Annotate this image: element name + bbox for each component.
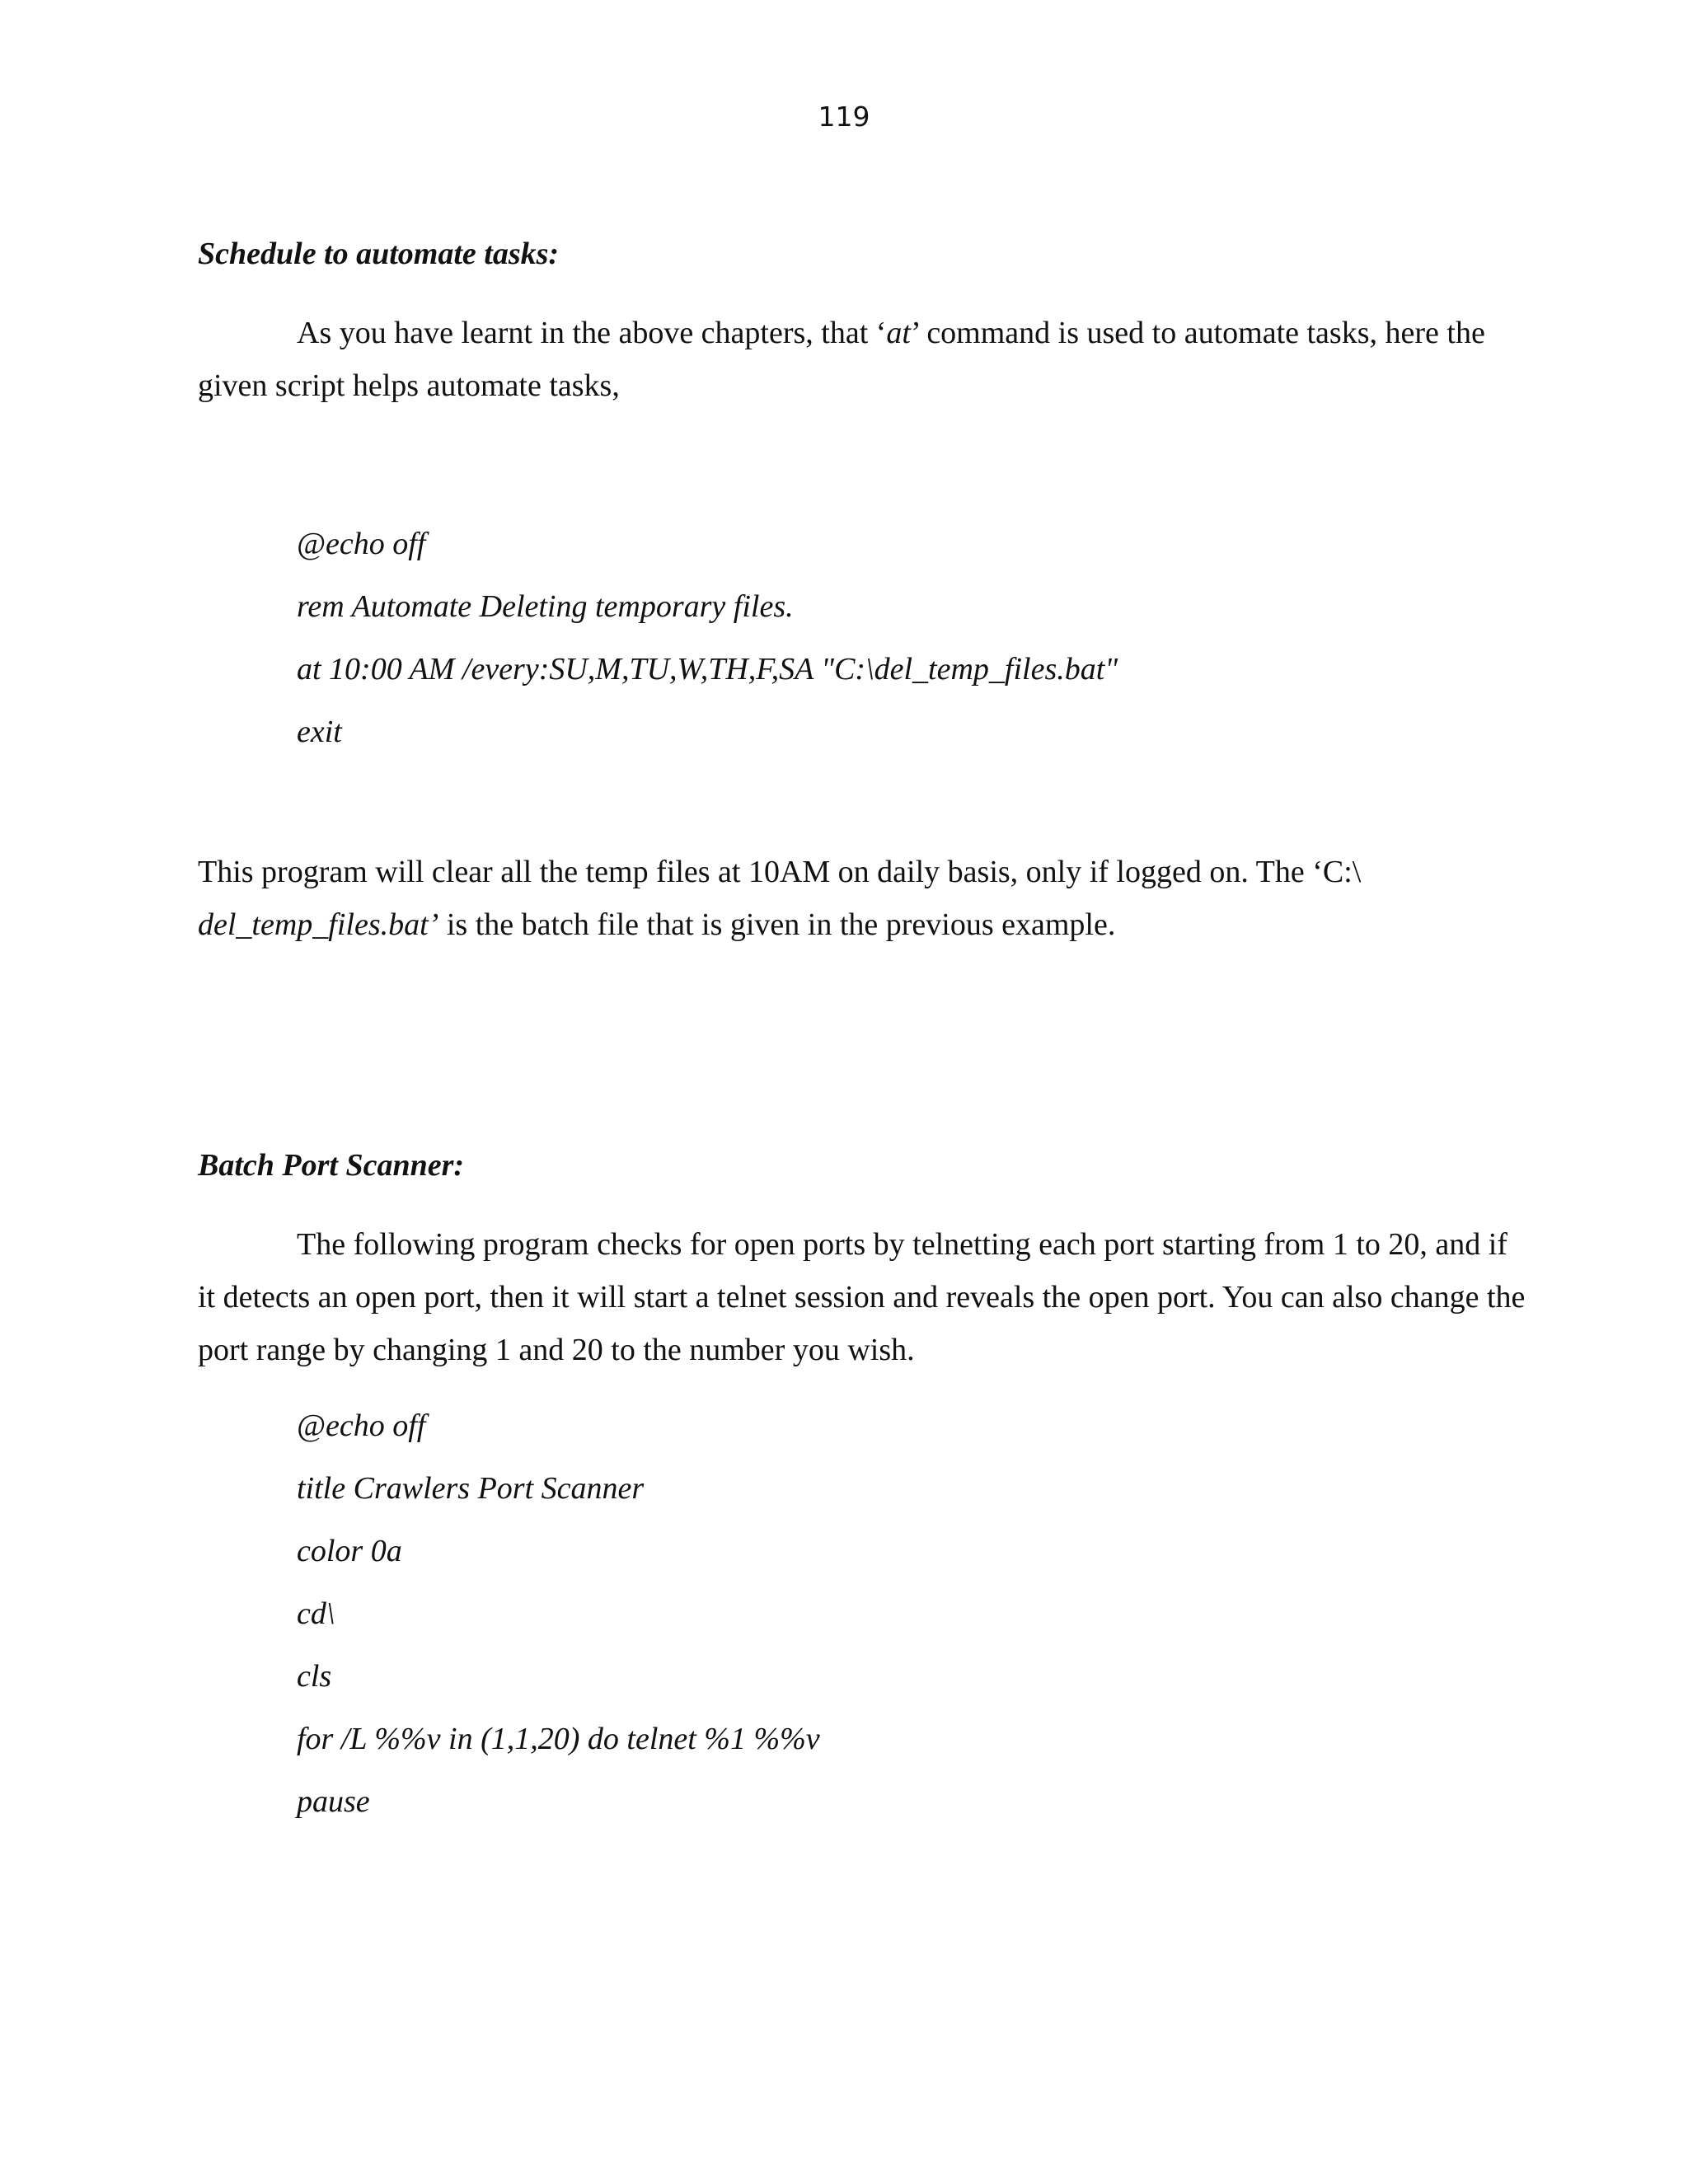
schedule-explanation-paragraph — [198, 846, 1500, 951]
code-line: pause — [297, 1784, 370, 1819]
schedule-intro-line-2: given script helps automate tasks, — [198, 368, 620, 403]
code-line: cls — [297, 1659, 332, 1694]
code-line: @echo off — [297, 1408, 426, 1443]
schedule-explanation-rest: is the batch file that is given in the previous example. — [438, 907, 1116, 942]
port-scanner-code-block — [297, 1406, 820, 1844]
code-line: cd\ — [297, 1596, 335, 1631]
schedule-code-block — [297, 524, 1118, 775]
code-line: rem Automate Deleting temporary files. — [297, 589, 794, 624]
code-line: for /L %%v in (1,1,20) do telnet %1 %%v — [297, 1722, 820, 1756]
schedule-intro-text-a: As you have learnt in the above chapters, that ‘ — [297, 316, 887, 350]
code-line: exit — [297, 715, 342, 749]
section-heading-port-scanner: Batch Port Scanner: — [198, 1148, 465, 1183]
batch-file-name: del_temp_files.bat’ — [198, 907, 439, 942]
code-line: title Crawlers Port Scanner — [297, 1471, 645, 1506]
code-line: at 10:00 AM /every:SU,M,TU,W,TH,F,SA "C:\del_temp_files.bat" — [297, 652, 1118, 687]
section-heading-schedule: Schedule to automate tasks: — [198, 237, 560, 271]
port-scanner-intro-paragraph — [198, 1218, 1526, 1376]
page-number: 119 — [818, 101, 870, 133]
port-scanner-intro-line-3: port range by changing 1 and 20 to the number you wish. — [198, 1333, 915, 1367]
code-line: @echo off — [297, 527, 426, 561]
schedule-intro-text-b: ’ command is used to automate tasks, here the — [910, 316, 1485, 350]
schedule-intro-paragraph — [198, 307, 1500, 412]
port-scanner-intro-line-2: it detects an open port, then it will start a telnet session and reveals the open port. You can also change the — [198, 1280, 1526, 1315]
port-scanner-intro-line-1 — [198, 1218, 1507, 1271]
port-scanner-intro-text-1: The following program checks for open ports by telnetting each port starting from 1 to 20, and if — [297, 1227, 1507, 1262]
schedule-explanation-line-2 — [198, 898, 1500, 951]
code-line: color 0a — [297, 1534, 402, 1568]
schedule-intro-line-1 — [198, 307, 1500, 359]
schedule-explanation-line-1: This program will clear all the temp files at 10AM on daily basis, only if logged on. The ‘C:\ — [198, 855, 1362, 889]
at-command: at — [886, 316, 911, 350]
